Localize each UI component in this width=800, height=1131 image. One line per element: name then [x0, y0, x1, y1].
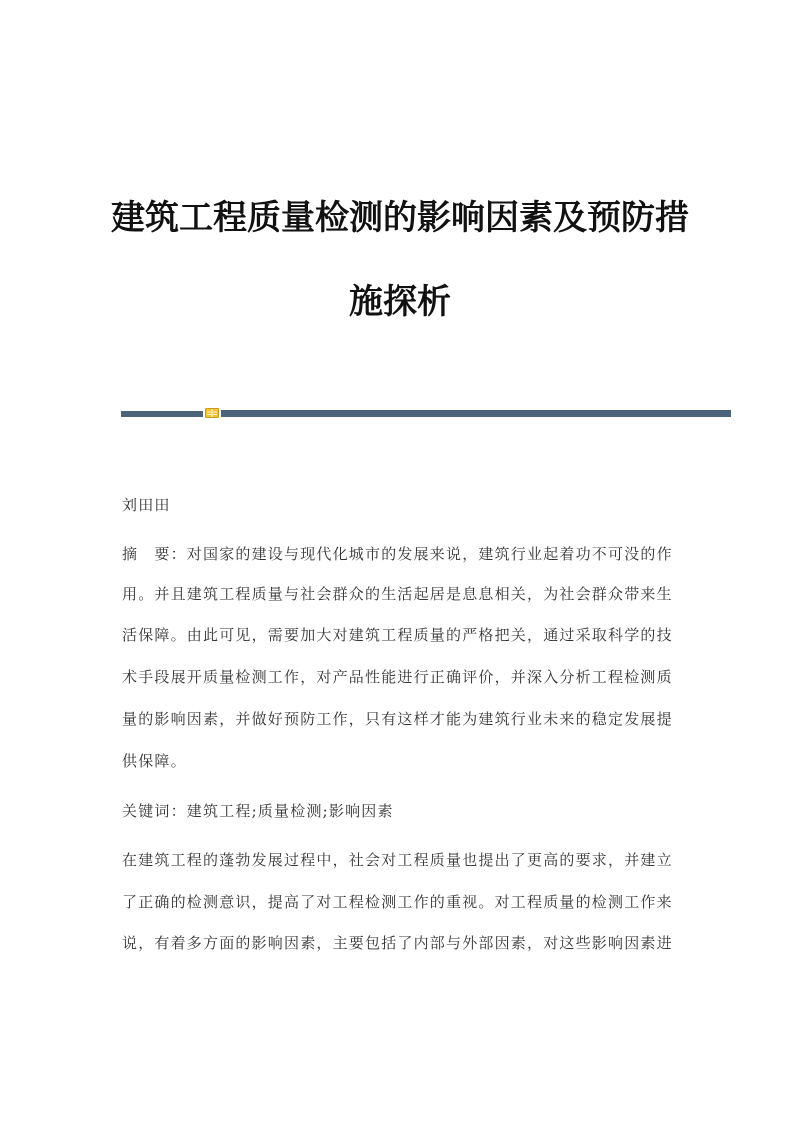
- abstract-line: 量的影响因素，并做好预防工作，只有这样才能为建筑行业未来的稳定发展提: [122, 710, 673, 728]
- document-title-line-2: 施探析: [349, 282, 451, 322]
- document-title-line-1: 建筑工程质量检测的影响因素及预防措: [111, 198, 689, 238]
- abstract-line: 供保障。: [122, 752, 187, 770]
- keywords-line: 关键词：建筑工程;质量检测;影响因素: [122, 802, 394, 820]
- body-line: 在建筑工程的蓬勃发展过程中，社会对工程质量也提出了更高的要求，并建立: [122, 851, 673, 869]
- body-line: 说，有着多方面的影响因素，主要包括了内部与外部因素，对这些影响因素进: [122, 934, 673, 952]
- divider-bar-left: [121, 411, 203, 417]
- body-line: 了正确的检测意识，提高了对工程检测工作的重视。对工程质量的检测工作来: [122, 893, 673, 911]
- divider-bar-right: [221, 410, 731, 417]
- abstract-line: 活保障。由此可见，需要加大对建筑工程质量的严格把关，通过采取科学的技: [122, 626, 673, 644]
- abstract-line: 用。并且建筑工程质量与社会群众的生活起居是息息相关，为社会群众带来生: [122, 585, 673, 603]
- abstract-line: 术手段展开质量检测工作，对产品性能进行正确评价，并深入分析工程检测质: [122, 668, 673, 686]
- author-name: 刘田田: [122, 496, 171, 514]
- book-icon: [205, 408, 219, 418]
- abstract-line: 摘 要：对国家的建设与现代化城市的发展来说，建筑行业起着功不可没的作: [122, 545, 673, 563]
- title-divider: [121, 408, 731, 418]
